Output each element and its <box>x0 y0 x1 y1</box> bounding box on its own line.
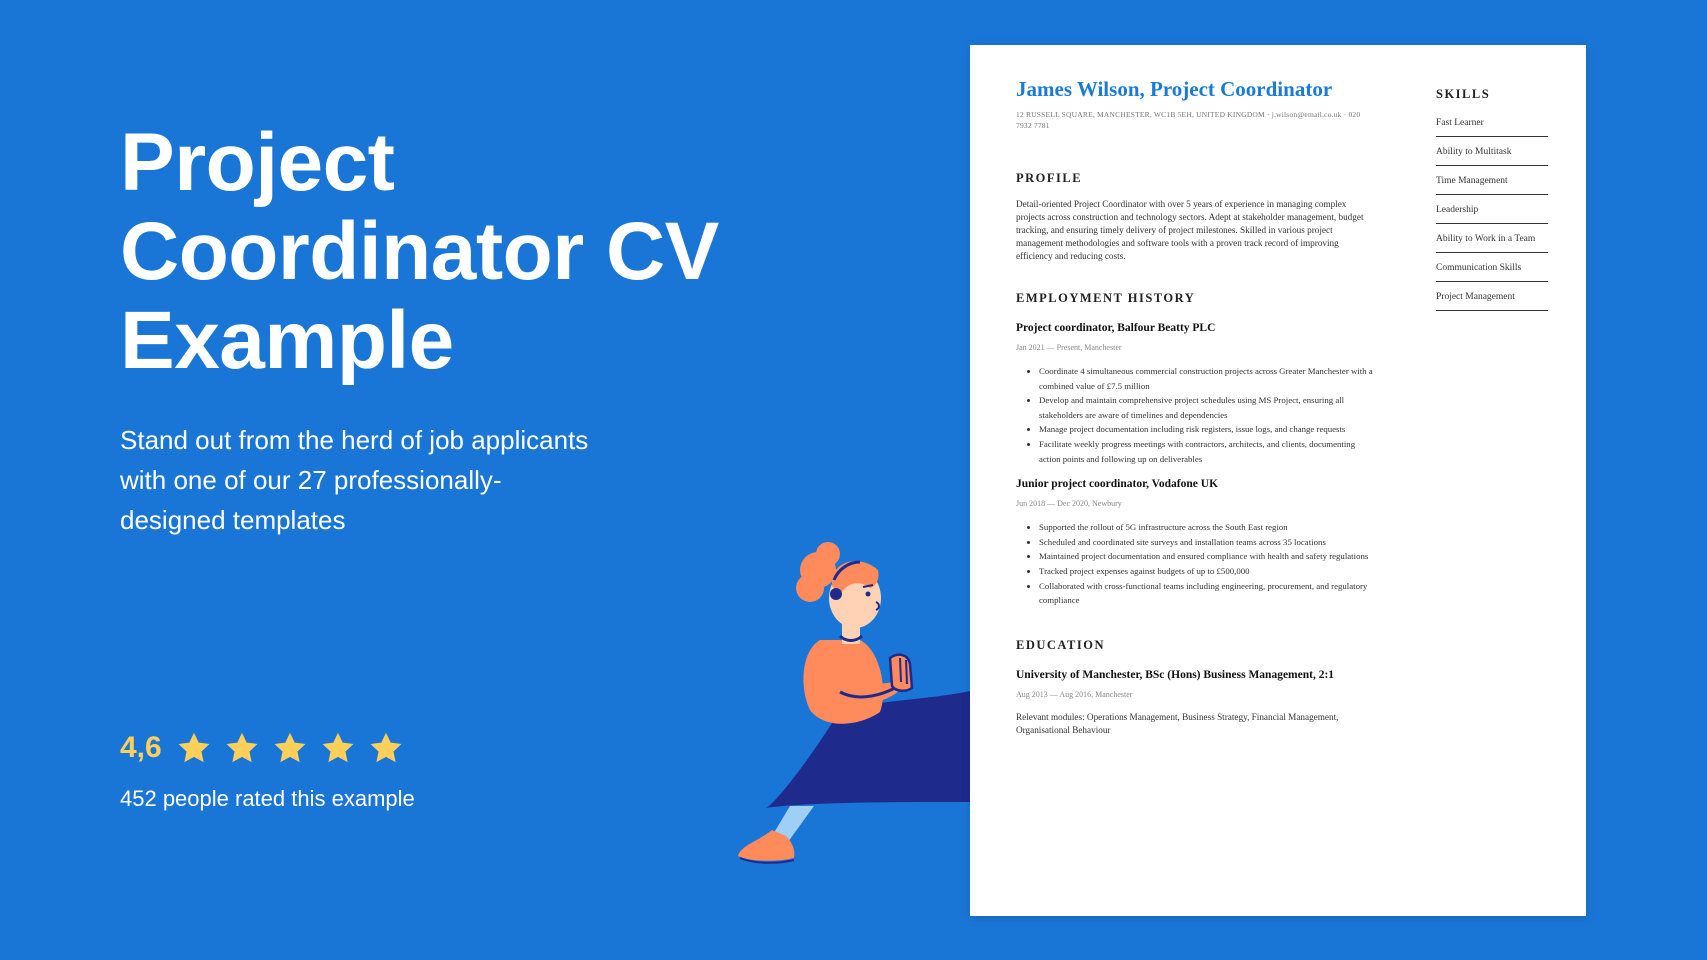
list-item: • Scheduled and coordinated site surveys and installation teams across 35 locations <box>1039 535 1376 550</box>
star-icon <box>272 730 308 766</box>
education-heading: EDUCATION <box>1016 637 1105 652</box>
education-text: Relevant modules: Operations Management, Business Strategy, Financial Management, Organisational Behaviour <box>1016 711 1339 735</box>
cv-name: James Wilson, Project Coordinator <box>1016 77 1333 101</box>
education-degree: University of Manchester, BSc (Hons) Business Management, 2:1 <box>1016 668 1335 681</box>
education-meta: Aug 2013 — Aug 2016, Manchester <box>1016 689 1133 699</box>
job-bullets <box>1016 364 1376 466</box>
job-bullets <box>1016 520 1376 608</box>
employment-heading: EMPLOYMENT HISTORY <box>1016 291 1196 305</box>
star-icon <box>320 730 356 766</box>
list-item: • Manage project documentation including risk registers, issue logs, and change requests <box>1039 422 1376 437</box>
star-icon <box>176 730 212 766</box>
skill-item: Ability to Multitask <box>1436 139 1548 166</box>
rating-row <box>120 728 416 768</box>
job-title: Project coordinator, Balfour Beatty PLC <box>1016 322 1216 334</box>
page-title: Project Coordinator CV Example <box>120 117 719 386</box>
page-subtitle: Stand out from the herd of job applicants with one of our 27 professionally-designed templates <box>120 425 589 535</box>
cv-main-column <box>1016 75 1376 737</box>
list-item: • Develop and maintain comprehensive project schedules using MS Project, ensuring all stakeholders are aware of timelines and dependencies <box>1039 393 1376 422</box>
skill-item: Project Management <box>1436 284 1548 311</box>
cv-skills-column <box>1436 87 1548 313</box>
skills-heading: SKILLS <box>1436 87 1491 101</box>
profile-text: Detail-oriented Project Coordinator with over 5 years of experience in managing complex projects across construction and technology sectors. Adept at stakeholder management, budget tracking, and ensuring timely delivery of project milestones. Skilled in various project management methodologies and software tools with a proven track record of improving efficiency and reducing costs. <box>1016 199 1364 261</box>
job-title: Junior project coordinator, Vodafone UK <box>1016 478 1219 491</box>
cv-document <box>970 45 1586 916</box>
rating-value: 4,6 <box>120 731 162 764</box>
skill-item: Ability to Work in a Team <box>1436 226 1548 253</box>
list-item: • Tracked project expenses against budgets of up to £500,000 <box>1039 564 1376 579</box>
list-item: • Collaborated with cross-functional teams including engineering, procurement, and regulatory compliance <box>1039 579 1376 608</box>
skill-item: Time Management <box>1436 168 1548 195</box>
woman-illustration <box>730 540 990 880</box>
rating-count: 452 people rated this example <box>120 786 415 811</box>
list-item: • Facilitate weekly progress meetings with contractors, architects, and clients, documenting action points and following up on deliverables <box>1039 437 1376 466</box>
list-item: • Supported the rollout of 5G infrastructure across the South East region <box>1039 520 1376 535</box>
star-icon <box>224 730 260 766</box>
skill-item: Leadership <box>1436 197 1548 224</box>
job-meta: Jan 2021 — Present, Manchester <box>1016 343 1122 352</box>
job-meta: Jun 2018 — Dec 2020, Newbury <box>1016 499 1122 509</box>
list-item: • Coordinate 4 simultaneous commercial construction projects across Greater Manchester with a combined value of £7.5 million <box>1039 364 1376 393</box>
profile-heading: PROFILE <box>1016 171 1083 185</box>
cv-contact: 12 RUSSELL SQUARE, MANCHESTER, WC1B 5EH, UNITED KINGDOM · j.wilson@email.co.uk · 020 7932 7781 <box>1016 110 1361 130</box>
list-item: • Maintained project documentation and ensured compliance with health and safety regulations <box>1039 549 1376 564</box>
star-icon <box>368 730 404 766</box>
skill-item: Communication Skills <box>1436 255 1548 282</box>
skill-item: Fast Learner <box>1436 110 1548 137</box>
